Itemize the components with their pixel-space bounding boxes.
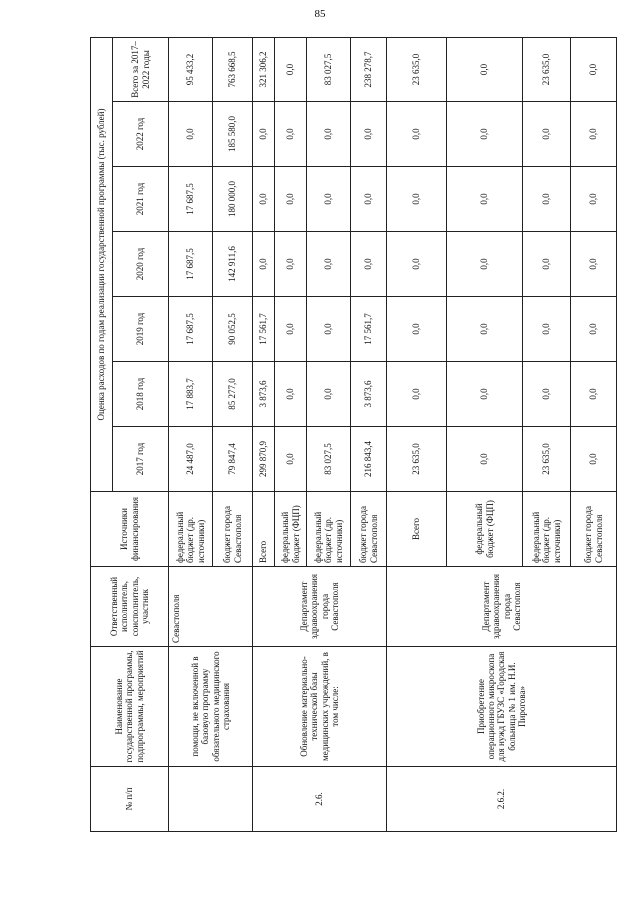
header-year: 2017 год xyxy=(113,427,169,492)
total-cell: 83 027,5 xyxy=(307,37,351,101)
responsible: Департамент здравоохранения города Севастополя xyxy=(253,567,387,647)
header-name: Наименование государственной программы, подпрограммы, мероприятий xyxy=(91,647,169,767)
value-cell: 0,0 xyxy=(571,297,617,362)
budget-table xyxy=(90,37,617,832)
source: бюджет города Севастополя xyxy=(213,492,253,567)
measure-name: Обновление материально-технической базы медицинских учреждений, в том числе: xyxy=(253,647,387,767)
total-cell: 23 635,0 xyxy=(523,37,571,101)
value-cell: 0,0 xyxy=(307,167,351,232)
header-total: Всего за 2017–2022 годы xyxy=(113,37,169,101)
value-cell: 0,0 xyxy=(307,297,351,362)
row-number: 2.6. xyxy=(253,767,387,832)
value-cell: 17 687,5 xyxy=(169,232,213,297)
value-cell: 17 561,7 xyxy=(253,297,275,362)
value-cell: 0,0 xyxy=(387,232,447,297)
header-year: 2021 год xyxy=(113,167,169,232)
source: федеральный бюджет (др. источники) xyxy=(523,492,571,567)
value-cell: 3 873,6 xyxy=(351,362,387,427)
value-cell: 0,0 xyxy=(447,362,523,427)
source: федеральный бюджет (ФЦП) xyxy=(275,492,307,567)
source: бюджет города Севастополя xyxy=(571,492,617,567)
value-cell: 17 687,5 xyxy=(169,297,213,362)
header-year: 2022 год xyxy=(113,102,169,167)
header-responsible: Ответственный исполнитель, соисполнитель, участник xyxy=(91,567,169,647)
total-cell: 95 433,2 xyxy=(169,37,213,101)
value-cell: 0,0 xyxy=(275,167,307,232)
total-cell: 763 668,5 xyxy=(213,37,253,101)
value-cell: 185 580,0 xyxy=(213,102,253,167)
measure-name: Приобретение операционного микроскопа для нужд ГБУЗС «Городская больница № 1 им. Н.И. Пирогова» xyxy=(387,647,617,767)
header-year: 2019 год xyxy=(113,297,169,362)
value-cell: 0,0 xyxy=(275,297,307,362)
value-cell: 17 687,5 xyxy=(169,167,213,232)
value-cell: 0,0 xyxy=(307,362,351,427)
value-cell: 0,0 xyxy=(523,362,571,427)
value-cell: 0,0 xyxy=(571,362,617,427)
total-cell: 0,0 xyxy=(447,37,523,101)
value-cell: 83 027,5 xyxy=(307,427,351,492)
value-cell: 0,0 xyxy=(387,167,447,232)
total-cell: 238 278,7 xyxy=(351,37,387,101)
value-cell: 0,0 xyxy=(275,232,307,297)
value-cell: 142 911,6 xyxy=(213,232,253,297)
value-cell: 0,0 xyxy=(351,232,387,297)
header-year: 2018 год xyxy=(113,362,169,427)
value-cell: 23 635,0 xyxy=(387,427,447,492)
value-cell: 0,0 xyxy=(447,102,523,167)
value-cell: 0,0 xyxy=(351,167,387,232)
value-cell: 0,0 xyxy=(387,362,447,427)
value-cell: 0,0 xyxy=(387,102,447,167)
value-cell: 0,0 xyxy=(523,297,571,362)
value-cell: 0,0 xyxy=(253,232,275,297)
value-cell: 79 847,4 xyxy=(213,427,253,492)
value-cell: 0,0 xyxy=(253,167,275,232)
value-cell: 0,0 xyxy=(523,167,571,232)
value-cell: 180 000,0 xyxy=(213,167,253,232)
value-cell: 0,0 xyxy=(275,102,307,167)
source: бюджет города Севастополя xyxy=(351,492,387,567)
value-cell: 90 052,5 xyxy=(213,297,253,362)
measure-name: помощи, не включенной в базовую программу обязательного медицинского страхования xyxy=(169,647,253,767)
value-cell: 17 883,7 xyxy=(169,362,213,427)
value-cell: 0,0 xyxy=(571,102,617,167)
value-cell: 0,0 xyxy=(447,427,523,492)
value-cell: 216 843,4 xyxy=(351,427,387,492)
value-cell: 17 561,7 xyxy=(351,297,387,362)
value-cell: 0,0 xyxy=(447,167,523,232)
header-no: № п/п xyxy=(91,767,169,832)
value-cell: 0,0 xyxy=(447,232,523,297)
page-number: 85 xyxy=(314,8,326,20)
value-cell: 0,0 xyxy=(571,232,617,297)
total-cell: 23 635,0 xyxy=(387,37,447,101)
value-cell: 299 870,9 xyxy=(253,427,275,492)
value-cell: 0,0 xyxy=(523,232,571,297)
value-cell: 0,0 xyxy=(571,427,617,492)
row-number xyxy=(169,767,253,832)
source: Всего xyxy=(387,492,447,567)
rotated-table-inner xyxy=(90,38,615,832)
value-cell: 0,0 xyxy=(253,102,275,167)
source: федеральный бюджет (ФЦП) xyxy=(447,492,523,567)
value-cell: 0,0 xyxy=(307,102,351,167)
rotated-table-frame xyxy=(90,38,615,832)
responsible: Севастополя xyxy=(169,567,253,647)
header-group-title: Оценка расходов по годам реализации государственной программы (тыс. рублей) xyxy=(91,37,113,491)
source: федеральный бюджет (др. источники) xyxy=(307,492,351,567)
header-year: 2020 год xyxy=(113,232,169,297)
value-cell: 0,0 xyxy=(275,362,307,427)
value-cell: 24 487,0 xyxy=(169,427,213,492)
value-cell: 0,0 xyxy=(387,297,447,362)
source: Всего xyxy=(253,492,275,567)
responsible: Департамент здравоохранения города Севастополя xyxy=(387,567,617,647)
value-cell: 0,0 xyxy=(523,102,571,167)
value-cell: 0,0 xyxy=(169,102,213,167)
row-number: 2.6.2. xyxy=(387,767,617,832)
value-cell: 0,0 xyxy=(275,427,307,492)
total-cell: 321 306,2 xyxy=(253,37,275,101)
source: федеральный бюджет (др. источники) xyxy=(169,492,213,567)
value-cell: 85 277,0 xyxy=(213,362,253,427)
header-source: Источники финансирования xyxy=(91,492,169,567)
value-cell: 0,0 xyxy=(571,167,617,232)
value-cell: 0,0 xyxy=(447,297,523,362)
total-cell: 0,0 xyxy=(275,37,307,101)
value-cell: 3 873,6 xyxy=(253,362,275,427)
value-cell: 0,0 xyxy=(307,232,351,297)
value-cell: 0,0 xyxy=(351,102,387,167)
value-cell: 23 635,0 xyxy=(523,427,571,492)
total-cell: 0,0 xyxy=(571,37,617,101)
